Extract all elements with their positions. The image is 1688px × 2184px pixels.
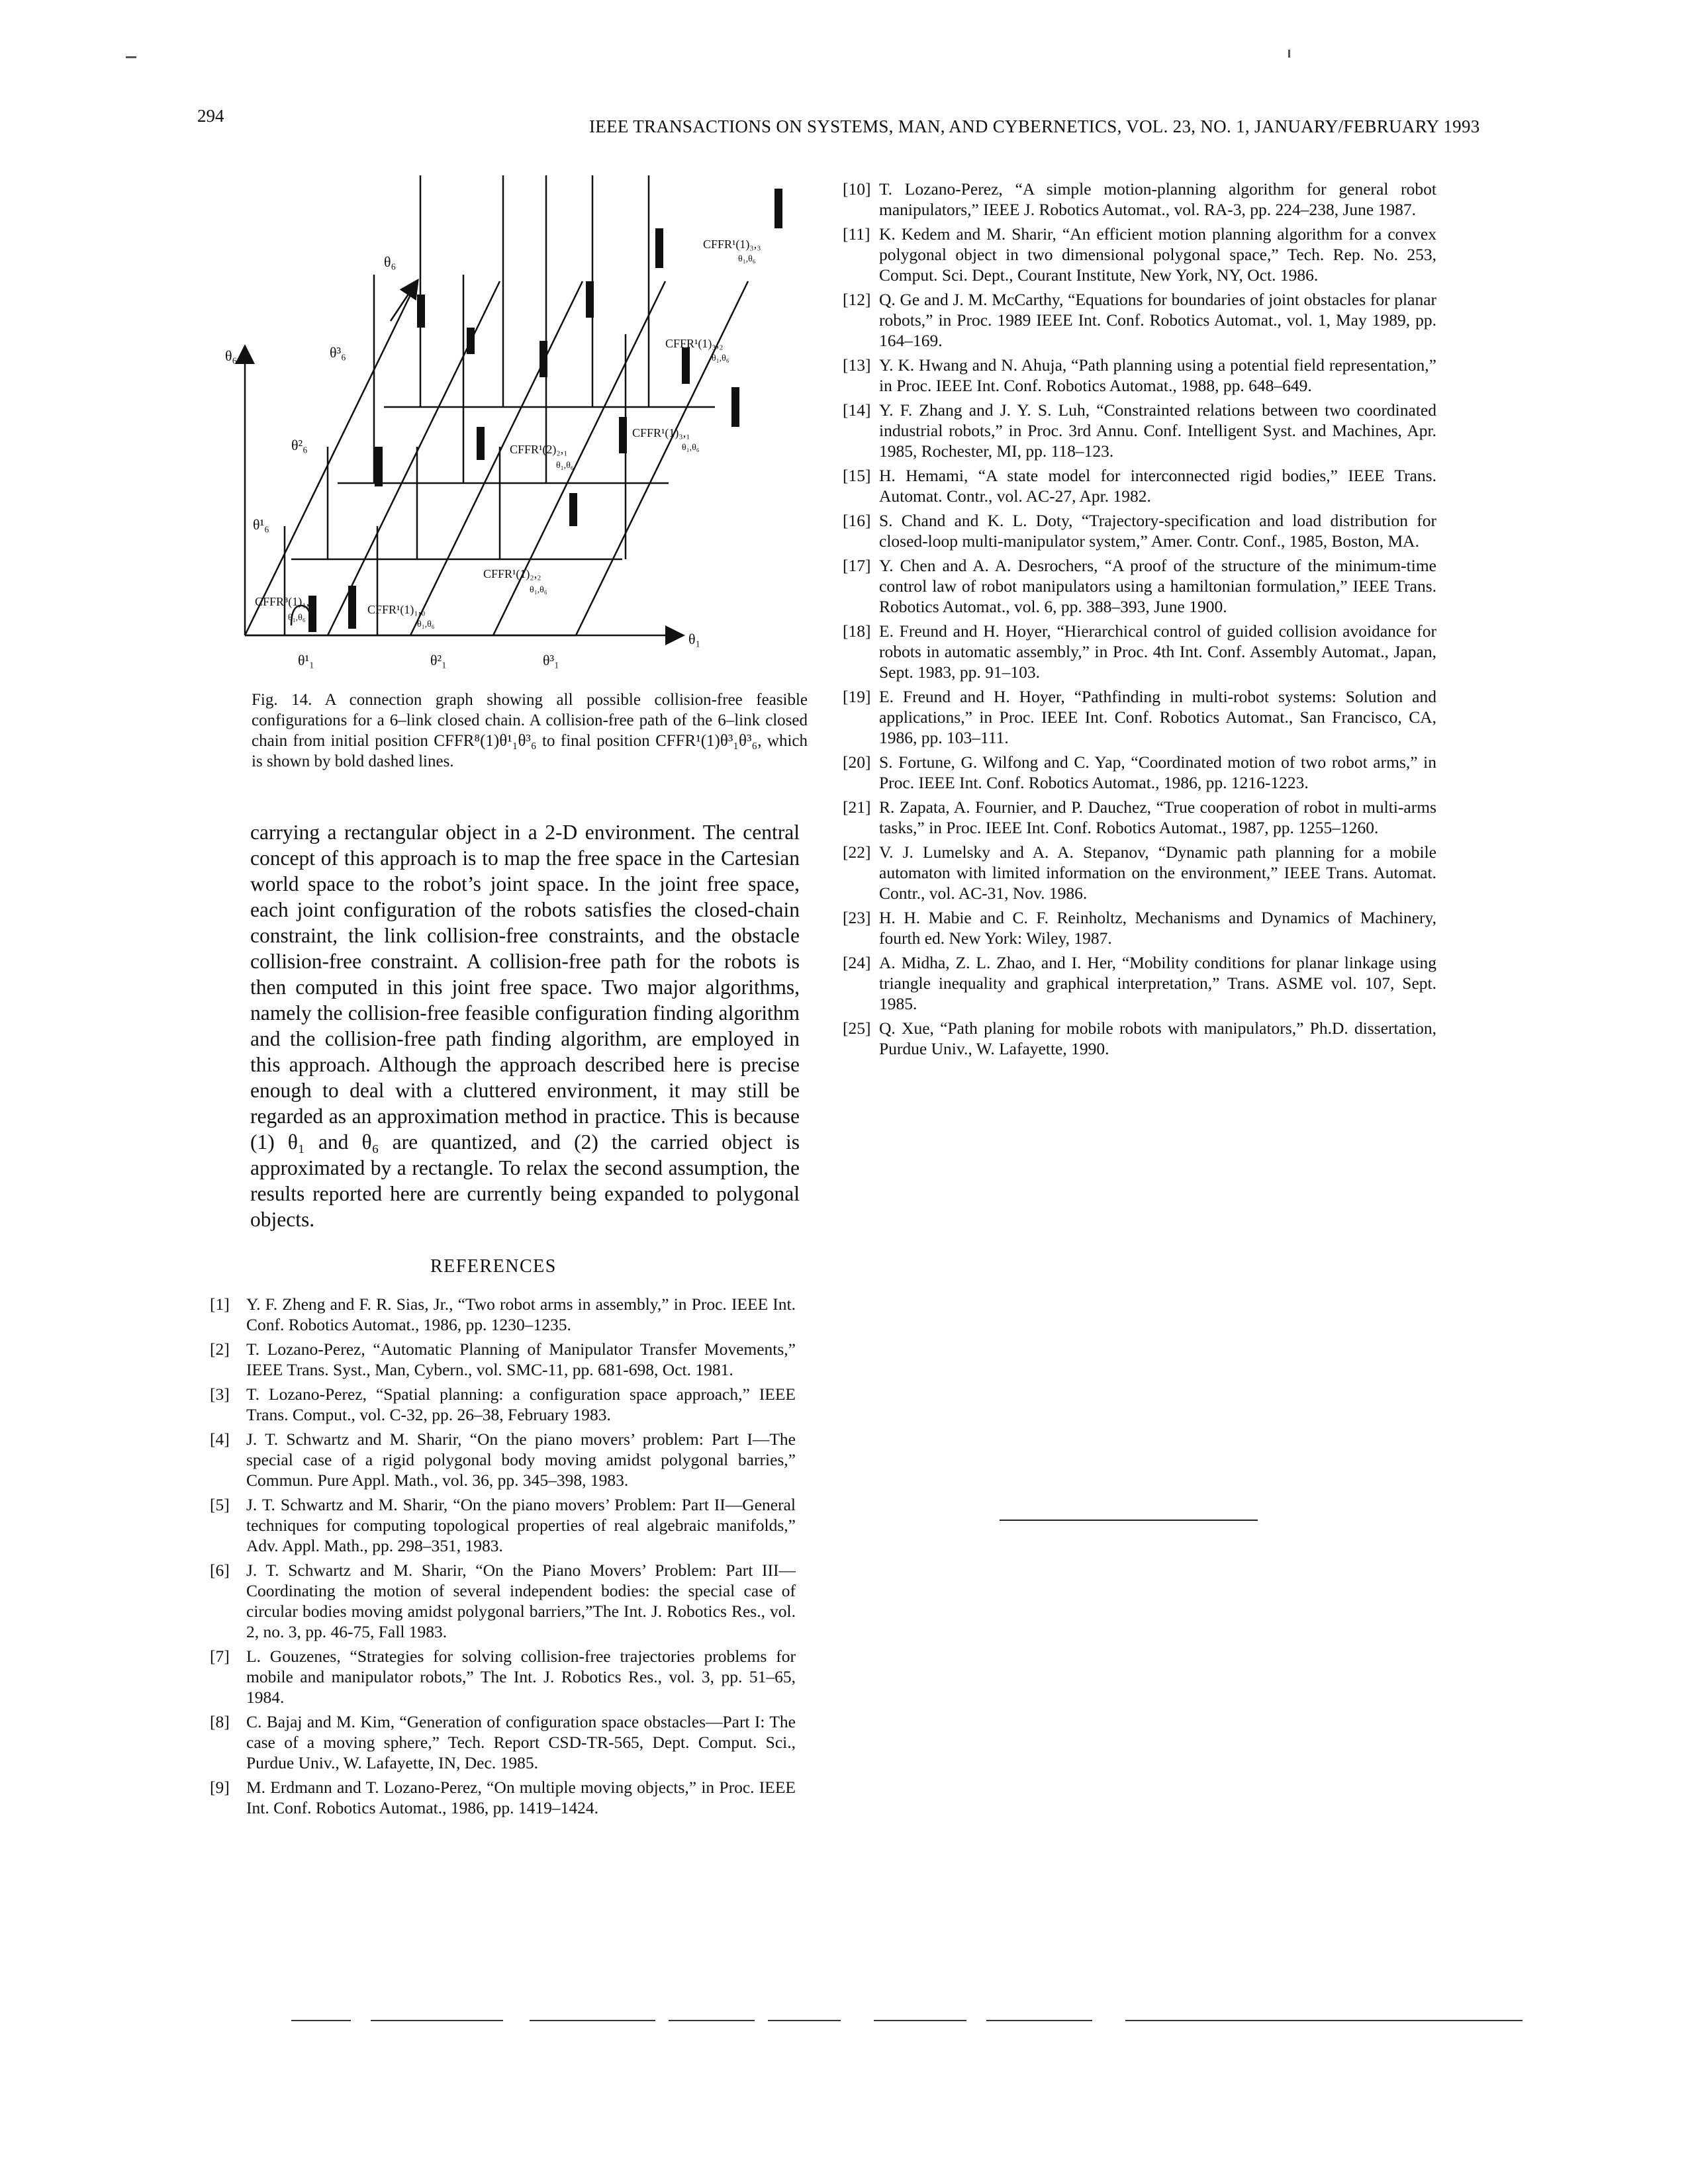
reference-text: Y. Chen and A. A. Desrochers, “A proof of the structure of the minimum-time control law of robot manipulators using a hamiltonian formulation,” IEEE Trans. Robotics Automat., vol. 6, pp. 388–393, June 1900. — [879, 556, 1436, 616]
reference-item — [210, 1339, 796, 1380]
cffr-label-111: CFFR⁸(1)₁,₁ — [255, 595, 314, 608]
cffr-label-333: CFFR¹(1)₃,₃ — [703, 238, 761, 251]
reference-text: H. H. Mabie and C. F. Reinholtz, Mechanisms and Dynamics of Machinery, fourth ed. New York: Wiley, 1987. — [879, 908, 1436, 948]
tick-theta1-3: θ³₁ — [543, 652, 559, 668]
reference-text: K. Kedem and M. Sharir, “An efficient motion planning algorithm for a convex polygonal object in two dimensional polygonal space,” Tech. Rep. No. 253, Comput. Sci. Dept., Courant Institute, New York, NY, Oct. 1986. — [879, 224, 1436, 285]
reference-number: [17] — [843, 556, 871, 575]
reference-number: [19] — [843, 687, 871, 706]
reference-text: V. J. Lumelsky and A. A. Stepanov, “Dynamic path planning for a mobile automaton with limited information on the environment,” IEEE Trans. Automat. Contr., vol. AC-31, Nov. 1986. — [879, 842, 1436, 903]
reference-text: L. Gouzenes, “Strategies for solving collision-free trajectories problems for mobile and manipulator robots,” The Int. J. Robotics Res., vol. 3, pp. 51–65, 1984. — [246, 1647, 796, 1707]
reference-number: [13] — [843, 355, 871, 375]
reference-number: [16] — [843, 511, 871, 530]
cffr-label-331: CFFR¹(1)₃,₁ — [632, 426, 690, 439]
reference-item — [210, 1711, 796, 1773]
reference-item — [843, 289, 1436, 351]
reference-item — [210, 1384, 796, 1425]
reference-number: [15] — [843, 466, 871, 485]
scan-artifact — [874, 2020, 966, 2021]
reference-text: H. Hemami, “A state model for interconnected rigid bodies,” IEEE Trans. Automat. Contr., vol. AC-27, Apr. 1982. — [879, 466, 1436, 506]
reference-text: J. T. Schwartz and M. Sharir, “On the piano movers’ Problem: Part II—General techniques for computing topological properties of real algebraic manifolds,” Adv. Appl. Math., pp. 298–351, 1983. — [246, 1495, 796, 1555]
reference-text: A. Midha, Z. L. Zhao, and I. Her, “Mobility conditions for planar linkage using triangle inequality and graphical interpretation,” Trans. ASME vol. 107, Sept. 1985. — [879, 953, 1436, 1013]
cffr-sub-331: θ₁,θ₆ — [682, 443, 700, 453]
cffr-sub-122: θ₁,θ₆ — [530, 585, 547, 595]
reference-item — [843, 621, 1436, 682]
reference-text: Q. Ge and J. M. McCarthy, “Equations for boundaries of joint obstacles for planar robots,” in Proc. 1989 IEEE Int. Conf. Robotics Automat., vol. 1, May 1989, pp. 164–169. — [879, 290, 1436, 350]
cffr-sub-333: θ₁,θ₆ — [738, 254, 756, 264]
reference-item — [843, 355, 1436, 396]
reference-item — [210, 1646, 796, 1707]
reference-text: S. Chand and K. L. Doty, “Trajectory-specification and load distribution for closed-loop multi-manipulator system,” Amer. Contr. Conf., 1985, Boston, MA. — [879, 511, 1436, 551]
cffr-sub-111: θ₁,θ₆ — [288, 613, 306, 623]
reference-number: [18] — [843, 621, 871, 641]
reference-number: [23] — [843, 908, 871, 927]
body-paragraph: carrying a rectangular object in a 2-D environment. The central concept of this approach is to map the free space in the Cartesian world space to the robot’s joint space. In the joint free space, each joint configuration of the robots satisfies the closed-chain constraint, the link collision-free constraints, and the obstacle collision-free constraint. A collision-free path for the robots is then computed in this joint free space. Two major algorithms, namely the collision-free feasible configuration finding algorithm and the collision-free path finding algorithm, are employed in this approach. Although the approach described here is precise enough to deal with a cluttered environment, it may still be regarded as an approximation method in practice. This is because (1) θ₁ and θ₆ are quantized, and (2) the carried object is approximated by a rectangle. To relax the second assumption, the results reported here are currently being expanded to polygonal objects. — [250, 821, 800, 1231]
axis-theta1-label: θ₁ — [688, 631, 701, 647]
reference-text: E. Freund and H. Hoyer, “Pathfinding in multi-robot systems: Solution and applications,” in Proc. IEEE Int. Conf. Robotics Automat., San Francisco, CA, 1986, pp. 103–111. — [879, 687, 1436, 747]
reference-item — [843, 797, 1436, 838]
reference-item — [210, 1294, 796, 1335]
scan-artifact — [1125, 2020, 1523, 2021]
reference-item — [843, 400, 1436, 461]
scan-artifact — [371, 2020, 503, 2021]
reference-number: [12] — [843, 290, 871, 309]
reference-item — [843, 1018, 1436, 1059]
reference-number: [9] — [210, 1778, 230, 1797]
reference-item — [843, 179, 1436, 220]
reference-text: T. Lozano-Perez, “A simple motion-planning algorithm for general robot manipulators,” IEEE J. Robotics Automat., vol. RA-3, pp. 224–238, June 1987. — [879, 179, 1436, 219]
reference-number: [1] — [210, 1295, 230, 1314]
reference-text: Y. F. Zheng and F. R. Sias, Jr., “Two robot arms in assembly,” in Proc. IEEE Int. Conf. Robotics Automat., 1986, pp. 1230–1235. — [246, 1295, 796, 1334]
reference-number: [3] — [210, 1385, 230, 1404]
reference-item — [843, 686, 1436, 748]
reference-number: [6] — [210, 1561, 230, 1580]
cffr-sub-110: θ₁,θ₆ — [417, 619, 435, 629]
reference-number: [22] — [843, 842, 871, 862]
reference-number: [21] — [843, 797, 871, 817]
reference-text: T. Lozano-Perez, “Spatial planning: a configuration space approach,” IEEE Trans. Comput., vol. C-32, pp. 26–38, February 1983. — [246, 1385, 796, 1424]
scan-artifact — [291, 2020, 351, 2021]
tick-theta6-3: θ³₆ — [330, 344, 346, 361]
reference-number: [11] — [843, 224, 870, 244]
reference-item — [843, 510, 1436, 551]
reference-text: S. Fortune, G. Wilfong and C. Yap, “Coordinated motion of two robot arms,” in Proc. IEEE Int. Conf. Robotics Automat., 1986, pp. 1216-1223. — [879, 752, 1436, 792]
reference-number: [10] — [843, 179, 871, 199]
reference-item — [843, 555, 1436, 617]
tick-theta6-1: θ¹₆ — [253, 516, 269, 533]
reference-text: Y. K. Hwang and N. Ahuja, “Path planning using a potential field representation,” in Proc. IEEE Int. Conf. Robotics Automat., 1988, pp. 648–649. — [879, 355, 1436, 395]
connection-graph-figure — [225, 169, 794, 672]
reference-item — [843, 465, 1436, 506]
page-number: 294 — [197, 106, 224, 126]
tick-theta1-2: θ²₁ — [430, 652, 447, 668]
scan-artifact — [768, 2020, 841, 2021]
diagonal-theta6-label: θ₆ — [384, 253, 397, 270]
reference-number: [20] — [843, 752, 871, 772]
reference-item — [210, 1777, 796, 1818]
reference-text: T. Lozano-Perez, “Automatic Planning of Manipulator Transfer Movements,” IEEE Trans. Syst., Man, Cybern., vol. SMC-11, pp. 681-698, Oct. 1981. — [246, 1340, 796, 1379]
axis-theta6-label: θ₆ — [225, 347, 238, 364]
reference-item — [210, 1494, 796, 1556]
figure-caption: Fig. 14. A connection graph showing all possible collision-free feasible configurations for a 6–link closed chain. A collision-free path of the 6–link closed chain from initial position CFFR⁸(1)θ¹₁θ³₆ to final position CFFR¹(1)θ³₁θ³₆, which is shown by bold dashed lines. — [252, 691, 808, 770]
cffr-label-122: CFFR¹(1)₂,₂ — [483, 567, 541, 580]
cffr-label-221: CFFR¹(2)₂,₁ — [510, 443, 568, 456]
reference-item — [210, 1560, 796, 1642]
cffr-sub-322: θ₁,θ₆ — [712, 353, 729, 363]
reference-number: [24] — [843, 953, 871, 972]
column-end-rule — [1000, 1520, 1258, 1521]
reference-text: C. Bajaj and M. Kim, “Generation of configuration space obstacles—Part I: The case of a moving sphere,” Tech. Report CSD-TR-565, Dept. Comput. Sci., Purdue Univ., W. Lafayette, IN, Dec. 1985. — [246, 1712, 796, 1772]
reference-number: [5] — [210, 1495, 230, 1514]
reference-number: [4] — [210, 1430, 230, 1449]
tick-theta6-2: θ²₆ — [291, 437, 308, 453]
reference-item — [843, 752, 1436, 793]
scan-artifact — [530, 2020, 655, 2021]
reference-number: [8] — [210, 1712, 230, 1731]
reference-number: [7] — [210, 1647, 230, 1666]
reference-item — [843, 907, 1436, 948]
reference-number: [2] — [210, 1340, 230, 1359]
cffr-label-110: CFFR¹(1)₁,₀ — [367, 603, 426, 616]
reference-text: Y. F. Zhang and J. Y. S. Luh, “Constrainted relations between two coordinated industrial robots,” in Proc. 3rd Annu. Conf. Intelligent Syst. and Machines, Apr. 1985, Rochester, MI, pp. 118–123. — [879, 400, 1436, 461]
running-header: IEEE TRANSACTIONS ON SYSTEMS, MAN, AND CYBERNETICS, VOL. 23, NO. 1, JANUARY/FEBRUARY 1993 — [589, 116, 1480, 136]
reference-number: [14] — [843, 400, 871, 420]
reference-item — [843, 842, 1436, 903]
reference-text: Q. Xue, “Path planing for mobile robots with manipulators,” Ph.D. dissertation, Purdue Univ., W. Lafayette, 1990. — [879, 1019, 1436, 1058]
references-heading: REFERENCES — [430, 1256, 557, 1277]
scan-artifact — [986, 2020, 1092, 2021]
cffr-label-322: CFFR¹(1)₃,₂ — [665, 337, 724, 350]
reference-text: M. Erdmann and T. Lozano-Perez, “On multiple moving objects,” in Proc. IEEE Int. Conf. Robotics Automat., 1986, pp. 1419–1424. — [246, 1778, 796, 1817]
tick-theta1-1: θ¹₁ — [298, 652, 314, 668]
reference-text: E. Freund and H. Hoyer, “Hierarchical control of guided collision avoidance for robots in automatic assembly,” in Proc. 4th Int. Conf. Assembly Automat., Japan, Sept. 1983, pp. 91–103. — [879, 621, 1436, 682]
scan-artifact — [669, 2020, 755, 2021]
reference-text: J. T. Schwartz and M. Sharir, “On the Piano Movers’ Problem: Part III—Coordinating the motion of several independent bodies: the special case of circular bodies moving amidst polygonal barriers,”The Int. J. Robotics Res., vol. 2, no. 3, pp. 46-75, Fall 1983. — [246, 1561, 796, 1641]
scan-artifact — [126, 56, 136, 58]
reference-item — [210, 1429, 796, 1490]
reference-item — [843, 224, 1436, 285]
scan-artifact — [1288, 50, 1290, 58]
reference-number: [25] — [843, 1019, 871, 1038]
reference-text: J. T. Schwartz and M. Sharir, “On the piano movers’ problem: Part I—The special case of a rigid polygonal body moving amidst polygonal barries,” Commun. Pure Appl. Math., vol. 36, pp. 345–398, 1983. — [246, 1430, 796, 1490]
cffr-sub-221: θ₁,θ₆ — [556, 461, 574, 471]
reference-item — [843, 952, 1436, 1014]
reference-text: R. Zapata, A. Fournier, and P. Dauchez, “True cooperation of robot in multi-arms tasks,” in Proc. IEEE Int. Conf. Robotics Automat., 1987, pp. 1255–1260. — [879, 797, 1436, 837]
